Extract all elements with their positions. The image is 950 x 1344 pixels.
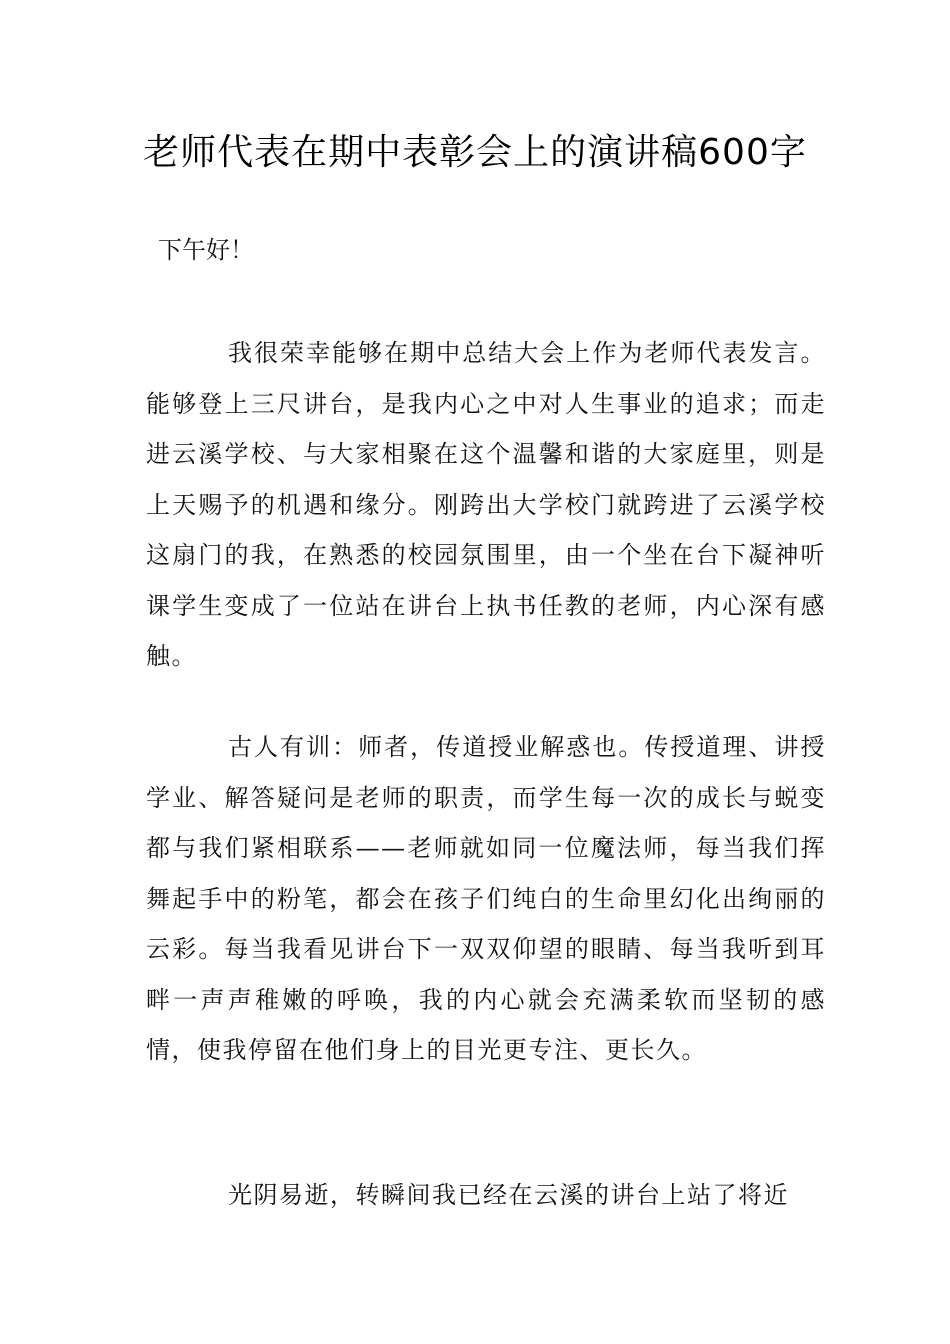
- greeting-line: 下午好！: [158, 236, 254, 264]
- document-title: 老师代表在期中表彰会上的演讲稿600字: [143, 132, 807, 173]
- paragraph-3: 光阴易逝，转瞬间我已经在云溪的讲台上站了将近: [228, 1181, 789, 1209]
- paragraph-1: 我很荣幸能够在期中总结大会上作为老师代表发言。能够登上三尺讲台，是我内心之中对人生事业的追求；而走进云溪学校、与大家相聚在这个温馨和谐的大家庭里，则是上天赐予的机遇和缘分。刚跨出大学校门就跨进了云溪学校这扇门的我，在熟悉的校园氛围里，由一个坐在台下凝神听课学生变成了一位站在讲台上执书任教的老师，内心深有感触。: [146, 339, 826, 670]
- paragraph-2: 古人有训：师者，传道授业解惑也。传授道理、讲授学业、解答疑问是老师的职责，而学生每一次的成长与蜕变都与我们紧相联系——老师就如同一位魔法师，每当我们挥舞起手中的粉笔，都会在孩子们纯白的生命里幻化出绚丽的云彩。每当我看见讲台下一双双仰望的眼睛、每当我听到耳畔一声声稚嫩的呼唤，我的内心就会充满柔软而坚韧的感情，使我停留在他们身上的目光更专注、更长久。: [146, 733, 826, 1064]
